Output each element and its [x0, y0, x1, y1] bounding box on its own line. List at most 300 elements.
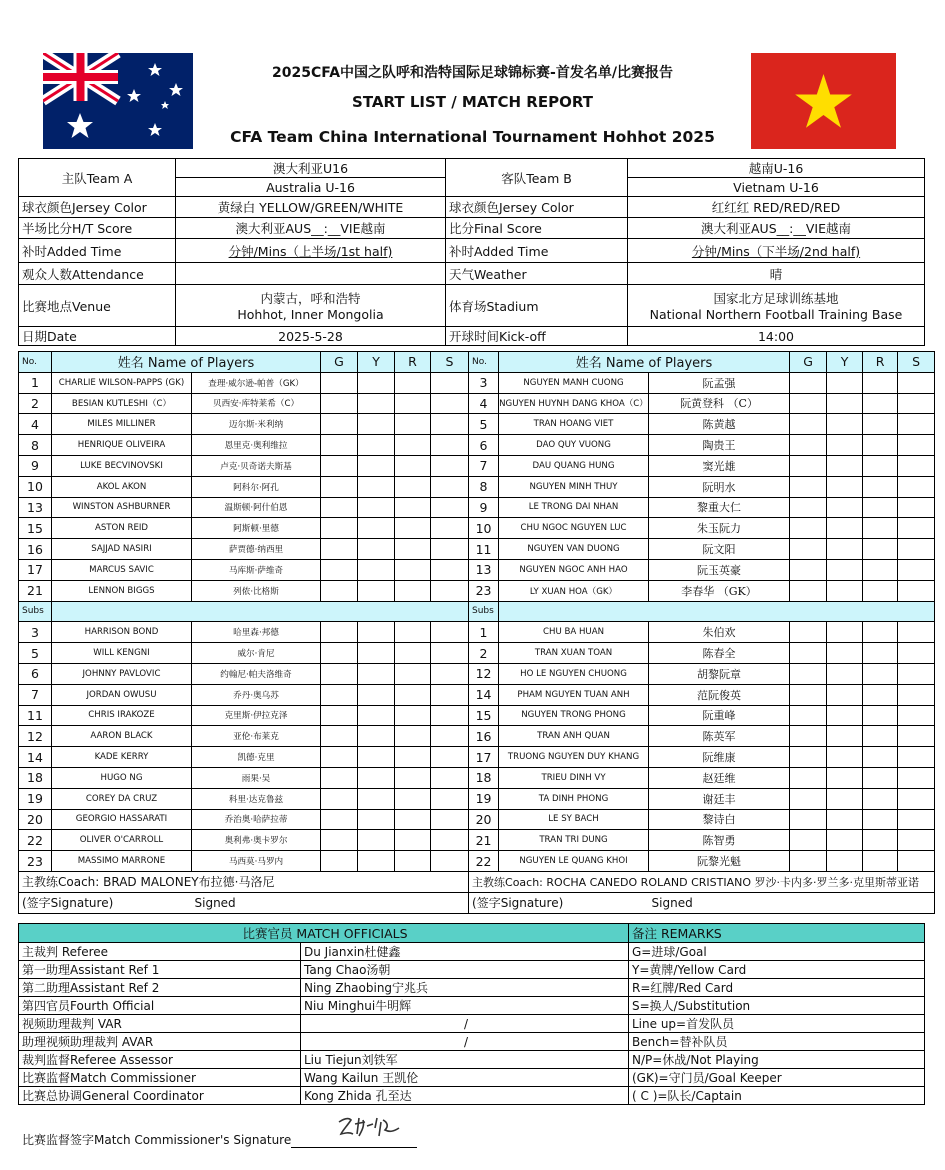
red-card-cell[interactable] — [395, 830, 431, 851]
substitution-cell[interactable] — [898, 663, 935, 684]
team-a-name-en: Australia U-16 — [176, 178, 446, 197]
red-card-cell[interactable] — [863, 788, 898, 809]
goal-cell[interactable] — [321, 518, 358, 539]
goal-cell[interactable] — [790, 497, 827, 518]
substitution-cell[interactable] — [898, 622, 935, 643]
goal-cell[interactable] — [790, 830, 827, 851]
official-name: Tang Chao汤朝 — [301, 961, 629, 979]
player-number: 23 — [469, 580, 499, 601]
substitution-cell[interactable] — [898, 851, 935, 872]
final-score-label: 比分Final Score — [446, 218, 628, 239]
red-card-cell[interactable] — [863, 726, 898, 747]
yellow-card-cell[interactable] — [827, 435, 863, 456]
player-name-cn: 阮维康 — [649, 747, 790, 768]
goal-cell[interactable] — [321, 497, 358, 518]
red-card-cell[interactable] — [863, 684, 898, 705]
yellow-card-cell[interactable] — [827, 851, 863, 872]
player-name-en: HUGO NG — [52, 767, 192, 788]
red-card-cell[interactable] — [863, 455, 898, 476]
goal-cell[interactable] — [321, 435, 358, 456]
player-name-en: KADE KERRY — [52, 747, 192, 768]
red-card-cell[interactable] — [395, 539, 431, 560]
yellow-card-cell[interactable] — [827, 705, 863, 726]
red-card-cell[interactable] — [395, 435, 431, 456]
red-card-cell[interactable] — [395, 580, 431, 601]
substitution-cell[interactable] — [431, 414, 469, 435]
player-name-en: CHRIS IRAKOZE — [52, 705, 192, 726]
table-row — [19, 663, 935, 684]
red-card-cell[interactable] — [863, 393, 898, 414]
yellow-card-cell[interactable] — [827, 497, 863, 518]
table-row — [19, 497, 935, 518]
goal-cell[interactable] — [790, 726, 827, 747]
attendance-label: 观众人数Attendance — [19, 263, 176, 285]
goal-cell[interactable] — [321, 726, 358, 747]
table-row — [19, 455, 935, 476]
red-card-cell[interactable] — [395, 726, 431, 747]
substitution-cell[interactable] — [898, 559, 935, 580]
substitution-cell[interactable] — [431, 455, 469, 476]
goal-cell[interactable] — [321, 747, 358, 768]
player-name-en: AARON BLACK — [52, 726, 192, 747]
player-name-en: WINSTON ASHBURNER — [52, 497, 192, 518]
player-name-cn: 黎诗白 — [649, 809, 790, 830]
goal-cell[interactable] — [790, 705, 827, 726]
table-row — [19, 622, 935, 643]
yellow-card-cell[interactable] — [358, 372, 395, 393]
yellow-card-cell[interactable] — [358, 830, 395, 851]
red-card-cell[interactable] — [863, 830, 898, 851]
player-name-en: NGUYEN VAN DUONG — [499, 539, 649, 560]
player-number: 19 — [469, 788, 499, 809]
red-card-cell[interactable] — [395, 684, 431, 705]
red-card-cell[interactable] — [395, 747, 431, 768]
yellow-card-cell[interactable] — [827, 726, 863, 747]
player-name-cn: 阮玉英豪 — [649, 559, 790, 580]
goal-cell[interactable] — [790, 476, 827, 497]
yellow-card-cell[interactable] — [827, 767, 863, 788]
player-name-en: AKOL AKON — [52, 476, 192, 497]
goal-cell[interactable] — [321, 539, 358, 560]
goal-cell[interactable] — [321, 809, 358, 830]
yellow-card-cell[interactable] — [827, 476, 863, 497]
substitution-cell[interactable] — [431, 788, 469, 809]
substitution-cell[interactable] — [898, 497, 935, 518]
goal-cell[interactable] — [790, 539, 827, 560]
red-card-cell[interactable] — [395, 851, 431, 872]
remark-item: Y=黄牌/Yellow Card — [629, 961, 925, 979]
red-card-cell[interactable] — [395, 497, 431, 518]
yellow-card-cell[interactable] — [358, 705, 395, 726]
goal-cell[interactable] — [321, 663, 358, 684]
yellow-card-cell[interactable] — [827, 747, 863, 768]
official-name: / — [301, 1015, 629, 1033]
goal-cell[interactable] — [790, 372, 827, 393]
goal-cell[interactable] — [321, 393, 358, 414]
player-name-en: HENRIQUE OLIVEIRA — [52, 435, 192, 456]
goal-cell[interactable] — [321, 830, 358, 851]
player-number: 22 — [19, 830, 52, 851]
yellow-card-cell[interactable] — [358, 518, 395, 539]
yellow-card-cell[interactable] — [827, 788, 863, 809]
player-number: 18 — [19, 767, 52, 788]
table-row — [19, 788, 935, 809]
substitution-cell[interactable] — [898, 435, 935, 456]
remark-item: N/P=休战/Not Playing — [629, 1051, 925, 1069]
yellow-card-cell[interactable] — [827, 414, 863, 435]
yellow-card-cell[interactable] — [827, 663, 863, 684]
goal-cell[interactable] — [321, 705, 358, 726]
official-row — [19, 997, 925, 1015]
official-role: 第二助理Assistant Ref 2 — [19, 979, 301, 997]
red-card-cell[interactable] — [395, 788, 431, 809]
officials-table — [18, 923, 925, 1105]
remark-item: Line up=首发队员 — [629, 1015, 925, 1033]
substitution-cell[interactable] — [898, 580, 935, 601]
substitution-cell[interactable] — [431, 539, 469, 560]
yellow-card-cell[interactable] — [827, 809, 863, 830]
goal-cell[interactable] — [790, 435, 827, 456]
red-card-cell[interactable] — [395, 705, 431, 726]
player-name-cn: 陶贵王 — [649, 435, 790, 456]
team-a-name-cn: 澳大利亚U16 — [176, 159, 446, 178]
player-name-en: PHAM NGUYEN TUAN ANH — [499, 684, 649, 705]
yellow-card-cell[interactable] — [358, 455, 395, 476]
official-name: Du Jianxin杜健鑫 — [301, 943, 629, 961]
player-number: 20 — [469, 809, 499, 830]
player-name-cn: 迈尔斯·米利纳 — [192, 414, 321, 435]
player-name-en: BESIAN KUTLESHI（C） — [52, 393, 192, 414]
substitution-cell[interactable] — [431, 435, 469, 456]
date-value: 2025-5-28 — [176, 327, 446, 346]
yellow-card-cell[interactable] — [827, 539, 863, 560]
player-number: 17 — [19, 559, 52, 580]
player-number: 9 — [469, 497, 499, 518]
player-number: 5 — [19, 643, 52, 664]
substitution-cell[interactable] — [431, 476, 469, 497]
goal-cell[interactable] — [321, 788, 358, 809]
goal-cell[interactable] — [321, 643, 358, 664]
goal-cell[interactable] — [790, 518, 827, 539]
goal-cell[interactable] — [790, 580, 827, 601]
player-name-cn: 克里斯·伊拉克泽 — [192, 705, 321, 726]
official-row — [19, 1051, 925, 1069]
substitution-cell[interactable] — [431, 393, 469, 414]
red-card-cell[interactable] — [863, 372, 898, 393]
player-name-cn: 列侬·比格斯 — [192, 580, 321, 601]
red-card-cell[interactable] — [863, 643, 898, 664]
goal-cell[interactable] — [790, 767, 827, 788]
yellow-card-cell[interactable] — [358, 747, 395, 768]
sub-header: S — [898, 352, 935, 373]
substitution-cell[interactable] — [898, 643, 935, 664]
yellow-card-cell[interactable] — [358, 809, 395, 830]
substitution-cell[interactable] — [431, 643, 469, 664]
goal-cell[interactable] — [790, 643, 827, 664]
substitution-cell[interactable] — [431, 830, 469, 851]
player-number: 21 — [19, 580, 52, 601]
substitution-cell[interactable] — [431, 767, 469, 788]
venue-cn: 内蒙古，呼和浩特 — [260, 291, 361, 306]
yellow-card-cell[interactable] — [358, 559, 395, 580]
player-name-cn: 范阮俊英 — [649, 684, 790, 705]
yellow-card-cell[interactable] — [358, 767, 395, 788]
yellow-card-cell[interactable] — [827, 518, 863, 539]
player-name-cn: 哈里森·邦德 — [192, 622, 321, 643]
goal-cell[interactable] — [321, 580, 358, 601]
substitution-cell[interactable] — [431, 851, 469, 872]
stadium-value — [628, 285, 925, 327]
red-card-cell[interactable] — [863, 539, 898, 560]
red-card-cell[interactable] — [863, 767, 898, 788]
red-card-cell[interactable] — [863, 559, 898, 580]
yellow-card-cell[interactable] — [827, 684, 863, 705]
official-role: 第四官员Fourth Official — [19, 997, 301, 1015]
official-name: Niu Minghui牛明辉 — [301, 997, 629, 1015]
player-name-cn: 雨果·吴 — [192, 767, 321, 788]
yellow-card-cell[interactable] — [358, 684, 395, 705]
goal-cell[interactable] — [790, 747, 827, 768]
yellow-card-cell[interactable] — [827, 643, 863, 664]
substitution-cell[interactable] — [898, 767, 935, 788]
red-header: R — [863, 352, 898, 373]
coach-row — [19, 871, 935, 892]
player-name-en: LENNON BIGGS — [52, 580, 192, 601]
red-card-cell[interactable] — [395, 809, 431, 830]
red-card-cell[interactable] — [395, 455, 431, 476]
player-number: 11 — [19, 705, 52, 726]
jersey-label-b: 球衣颜色Jersey Color — [446, 197, 628, 218]
player-number: 10 — [469, 518, 499, 539]
red-card-cell[interactable] — [863, 435, 898, 456]
match-officials-header: 比赛官员 MATCH OFFICIALS — [19, 924, 629, 943]
player-number: 13 — [19, 497, 52, 518]
substitution-cell[interactable] — [898, 393, 935, 414]
substitution-cell[interactable] — [898, 788, 935, 809]
yellow-card-cell[interactable] — [827, 455, 863, 476]
goal-cell[interactable] — [790, 622, 827, 643]
player-number: 6 — [19, 663, 52, 684]
red-card-cell[interactable] — [395, 476, 431, 497]
red-card-cell[interactable] — [863, 851, 898, 872]
goal-cell[interactable] — [790, 414, 827, 435]
substitution-cell[interactable] — [431, 726, 469, 747]
red-card-cell[interactable] — [395, 767, 431, 788]
yellow-card-cell[interactable] — [827, 830, 863, 851]
player-name-en: TRUONG NGUYEN DUY KHANG — [499, 747, 649, 768]
officials-header-row — [19, 924, 925, 943]
yellow-card-cell[interactable] — [358, 393, 395, 414]
player-name-en: NGUYEN HUYNH DANG KHOA（C） — [499, 393, 649, 414]
goal-header: G — [790, 352, 827, 373]
goal-cell[interactable] — [790, 559, 827, 580]
player-number: 6 — [469, 435, 499, 456]
goal-cell[interactable] — [790, 684, 827, 705]
goal-header: G — [321, 352, 358, 373]
table-row — [19, 705, 935, 726]
goal-cell[interactable] — [321, 684, 358, 705]
player-number: 9 — [19, 455, 52, 476]
player-name-cn: 陈智勇 — [649, 830, 790, 851]
player-name-cn: 奥利弗·奥卡罗尔 — [192, 830, 321, 851]
team-b-label: 客队Team B — [446, 159, 628, 197]
yellow-card-cell[interactable] — [827, 559, 863, 580]
subs-label-b: Subs — [469, 601, 499, 622]
goal-cell[interactable] — [790, 393, 827, 414]
player-name-cn: 谢廷丰 — [649, 788, 790, 809]
player-name-en: LY XUAN HOA（GK） — [499, 580, 649, 601]
red-card-cell[interactable] — [863, 476, 898, 497]
red-card-cell[interactable] — [863, 809, 898, 830]
substitution-cell[interactable] — [898, 518, 935, 539]
yellow-card-cell[interactable] — [827, 622, 863, 643]
substitution-cell[interactable] — [898, 414, 935, 435]
player-name-cn: 阮文阳 — [649, 539, 790, 560]
player-number: 2 — [469, 643, 499, 664]
goal-cell[interactable] — [790, 788, 827, 809]
player-name-cn: 陈春全 — [649, 643, 790, 664]
yellow-card-cell[interactable] — [358, 622, 395, 643]
player-name-en: TRIEU DINH VY — [499, 767, 649, 788]
substitution-cell[interactable] — [898, 455, 935, 476]
red-card-cell[interactable] — [395, 643, 431, 664]
substitution-cell[interactable] — [431, 747, 469, 768]
player-number: 4 — [19, 414, 52, 435]
substitution-cell[interactable] — [431, 497, 469, 518]
substitution-cell[interactable] — [898, 726, 935, 747]
substitution-cell[interactable] — [898, 809, 935, 830]
goal-cell[interactable] — [790, 663, 827, 684]
yellow-card-cell[interactable] — [358, 580, 395, 601]
goal-cell[interactable] — [321, 622, 358, 643]
red-card-cell[interactable] — [863, 622, 898, 643]
team-a-label: 主队Team A — [19, 159, 176, 197]
signature-label-b: (签字Signature) — [469, 892, 649, 913]
substitution-cell[interactable] — [431, 663, 469, 684]
yellow-card-cell[interactable] — [358, 788, 395, 809]
goal-cell[interactable] — [321, 455, 358, 476]
substitution-cell[interactable] — [898, 830, 935, 851]
yellow-card-cell[interactable] — [358, 476, 395, 497]
no-header: No. — [19, 352, 52, 373]
substitution-cell[interactable] — [431, 580, 469, 601]
player-name-cn: 乔丹·奥乌苏 — [192, 684, 321, 705]
player-name-cn: 阮黎光魁 — [649, 851, 790, 872]
sub-header: S — [431, 352, 469, 373]
yellow-card-cell[interactable] — [358, 435, 395, 456]
remark-item: ( C )=队长/Captain — [629, 1087, 925, 1105]
goal-cell[interactable] — [321, 372, 358, 393]
substitution-cell[interactable] — [898, 476, 935, 497]
substitution-cell[interactable] — [431, 705, 469, 726]
player-name-en: JORDAN OWUSU — [52, 684, 192, 705]
red-card-cell[interactable] — [395, 622, 431, 643]
yellow-card-cell[interactable] — [358, 851, 395, 872]
coach-a: 主教练Coach: BRAD MALONEY布拉德·马洛尼 — [19, 871, 469, 892]
yellow-card-cell[interactable] — [827, 372, 863, 393]
player-number: 12 — [19, 726, 52, 747]
substitution-cell[interactable] — [431, 372, 469, 393]
red-card-cell[interactable] — [395, 414, 431, 435]
red-card-cell[interactable] — [863, 580, 898, 601]
official-row — [19, 1087, 925, 1105]
ht-score-label: 半场比分H/T Score — [19, 218, 176, 239]
red-card-cell[interactable] — [395, 518, 431, 539]
yellow-card-cell[interactable] — [358, 663, 395, 684]
signed-b: Signed — [649, 892, 935, 913]
player-name-en: NGUYEN MANH CUONG — [499, 372, 649, 393]
red-card-cell[interactable] — [863, 497, 898, 518]
substitution-cell[interactable] — [898, 747, 935, 768]
table-row — [19, 851, 935, 872]
remark-item: Bench=替补队员 — [629, 1033, 925, 1051]
goal-cell[interactable] — [790, 455, 827, 476]
substitution-cell[interactable] — [431, 622, 469, 643]
yellow-card-cell[interactable] — [358, 726, 395, 747]
player-name-cn: 胡黎阮章 — [649, 663, 790, 684]
substitution-cell[interactable] — [898, 705, 935, 726]
goal-cell[interactable] — [321, 851, 358, 872]
goal-cell[interactable] — [321, 476, 358, 497]
red-card-cell[interactable] — [395, 372, 431, 393]
red-card-cell[interactable] — [863, 705, 898, 726]
red-card-cell[interactable] — [395, 393, 431, 414]
substitution-cell[interactable] — [431, 684, 469, 705]
yellow-card-cell[interactable] — [358, 643, 395, 664]
table-row — [19, 393, 935, 414]
yellow-card-cell[interactable] — [827, 393, 863, 414]
red-card-cell[interactable] — [395, 559, 431, 580]
official-name: / — [301, 1033, 629, 1051]
table-row — [19, 476, 935, 497]
goal-cell[interactable] — [321, 559, 358, 580]
yellow-card-cell[interactable] — [358, 497, 395, 518]
player-number: 19 — [19, 788, 52, 809]
substitution-cell[interactable] — [431, 559, 469, 580]
substitution-cell[interactable] — [431, 809, 469, 830]
substitution-cell[interactable] — [898, 539, 935, 560]
substitution-cell[interactable] — [898, 684, 935, 705]
substitution-cell[interactable] — [898, 372, 935, 393]
player-name-en: CHARLIE WILSON-PAPPS (GK) — [52, 372, 192, 393]
yellow-card-cell[interactable] — [358, 414, 395, 435]
official-role: 裁判监督Referee Assessor — [19, 1051, 301, 1069]
player-name-cn: 窦光雄 — [649, 455, 790, 476]
kickoff-value: 14:00 — [628, 327, 925, 346]
tournament-subtitle: CFA Team China International Tournament Hohhot 2025 — [230, 128, 715, 146]
player-number: 16 — [19, 539, 52, 560]
yellow-card-cell[interactable] — [827, 580, 863, 601]
yellow-card-cell[interactable] — [358, 539, 395, 560]
goal-cell[interactable] — [790, 851, 827, 872]
goal-cell[interactable] — [321, 767, 358, 788]
player-name-cn: 阿科尔·阿孔 — [192, 476, 321, 497]
red-card-cell[interactable] — [395, 663, 431, 684]
final-score-value: 澳大利亚AUS__:__VIE越南 — [628, 218, 925, 239]
red-card-cell[interactable] — [863, 747, 898, 768]
red-card-cell[interactable] — [863, 414, 898, 435]
official-row — [19, 943, 925, 961]
red-card-cell[interactable] — [863, 518, 898, 539]
player-number: 14 — [469, 684, 499, 705]
substitution-cell[interactable] — [431, 518, 469, 539]
player-number: 5 — [469, 414, 499, 435]
goal-cell[interactable] — [321, 414, 358, 435]
goal-cell[interactable] — [790, 809, 827, 830]
player-number: 2 — [19, 393, 52, 414]
red-card-cell[interactable] — [863, 663, 898, 684]
player-number: 17 — [469, 747, 499, 768]
